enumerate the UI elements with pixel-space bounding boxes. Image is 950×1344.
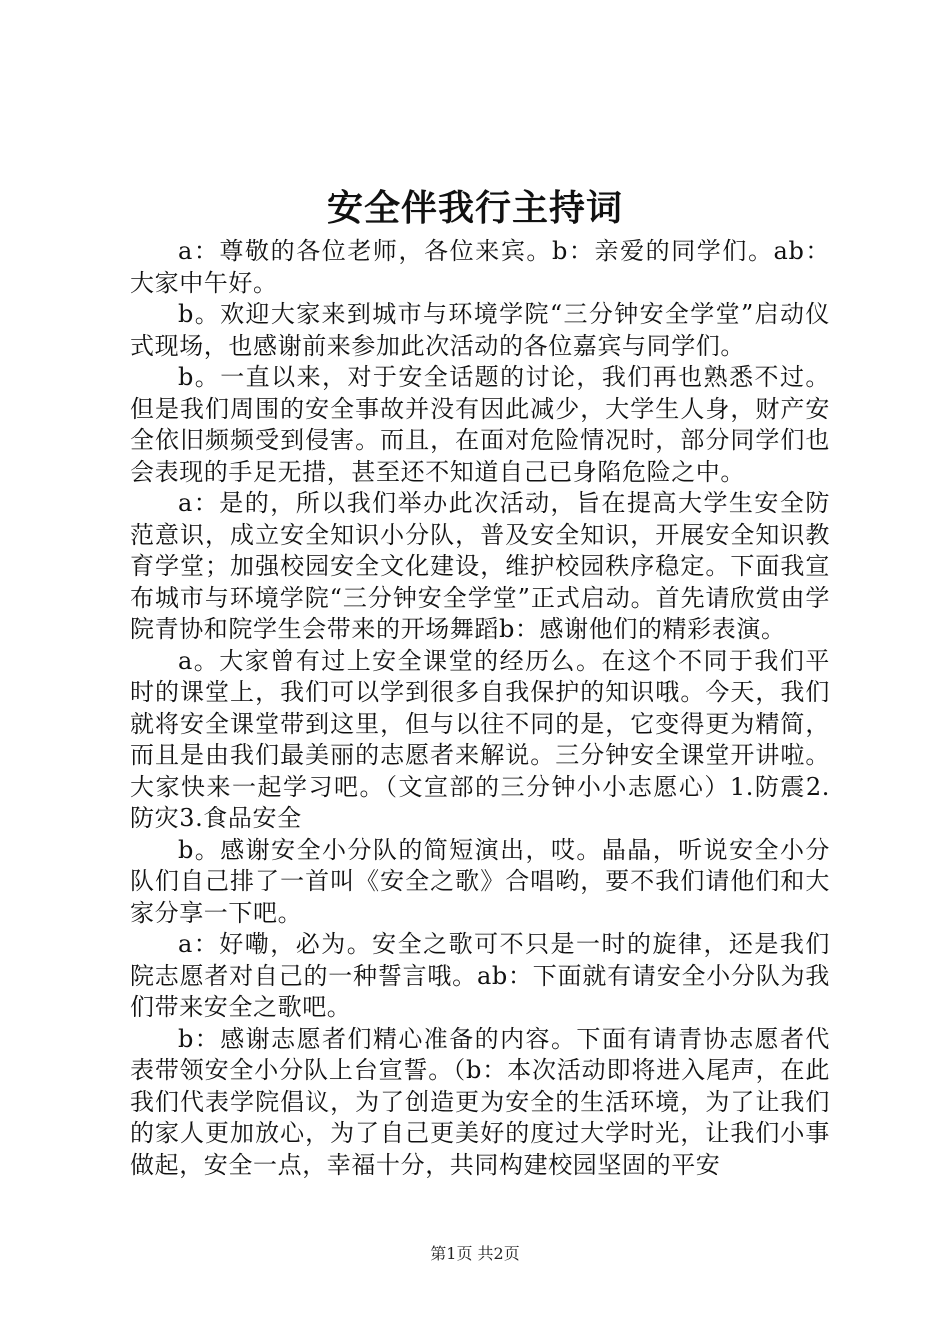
paragraph: a：尊敬的各位老师，各位来宾。b：亲爱的同学们。ab：大家中午好。 [130, 237, 830, 297]
document-body [130, 236, 830, 1181]
paragraph: a。大家曾有过上安全课堂的经历么。在这个不同于我们平时的课堂上，我们可以学到很多自我保护的知识哦。今天，我们就将安全课堂带到这里，但与以往不同的是，它变得更为精简，而且是由我们最美丽的志愿者来解说。三分钟安全课堂开讲啦。大家快来一起学习吧。（文宣部的三分钟小小志愿心）1.防震2.防灾3.食品安全 [130, 646, 830, 832]
paragraph: b：感谢志愿者们精心准备的内容。下面有请青协志愿者代表带领安全小分队上台宣誓。（b：本次活动即将进入尾声，在此我们代表学院倡议，为了创造更为安全的生活环境，为了让我们的家人更加放心，为了自己更美好的度过大学时光，让我们小事做起，安全一点，幸福十分，共同构建校园坚固的平安 [130, 1024, 830, 1179]
page-footer: 第1页 共2页 [430, 1244, 520, 1263]
paragraph: b。感谢安全小分队的简短演出，哎。晶晶，听说安全小分队们自己排了一首叫《安全之歌》合唱哟，要不我们请他们和大家分享一下吧。 [130, 835, 830, 927]
paragraph: b。欢迎大家来到城市与环境学院“三分钟安全学堂”启动仪式现场，也感谢前来参加此次活动的各位嘉宾与同学们。 [130, 300, 830, 360]
paragraph: b。一直以来，对于安全话题的讨论，我们再也熟悉不过。但是我们周围的安全事故并没有因此减少，大学生人身，财产安全依旧频频受到侵害。而且，在面对危险情况时，部分同学们也会表现的手足无措，甚至还不知道自己已身陷危险之中。 [130, 363, 830, 486]
document-title: 安全伴我行主持词 [326, 187, 623, 229]
paragraph: a：是的，所以我们举办此次活动，旨在提高大学生安全防范意识，成立安全知识小分队，普及安全知识，开展安全知识教育学堂；加强校园安全文化建设，维护校园秩序稳定。下面我宣布城市与环境学院“三分钟安全学堂”正式启动。首先请欣赏由学院青协和院学生会带来的开场舞蹈b：感谢他们的精彩表演。 [130, 489, 830, 643]
paragraph: a：好嘞，必为。安全之歌可不只是一时的旋律，还是我们院志愿者对自己的一种誓言哦。ab：下面就有请安全小分队为我们带来安全之歌吧。 [130, 930, 830, 1021]
